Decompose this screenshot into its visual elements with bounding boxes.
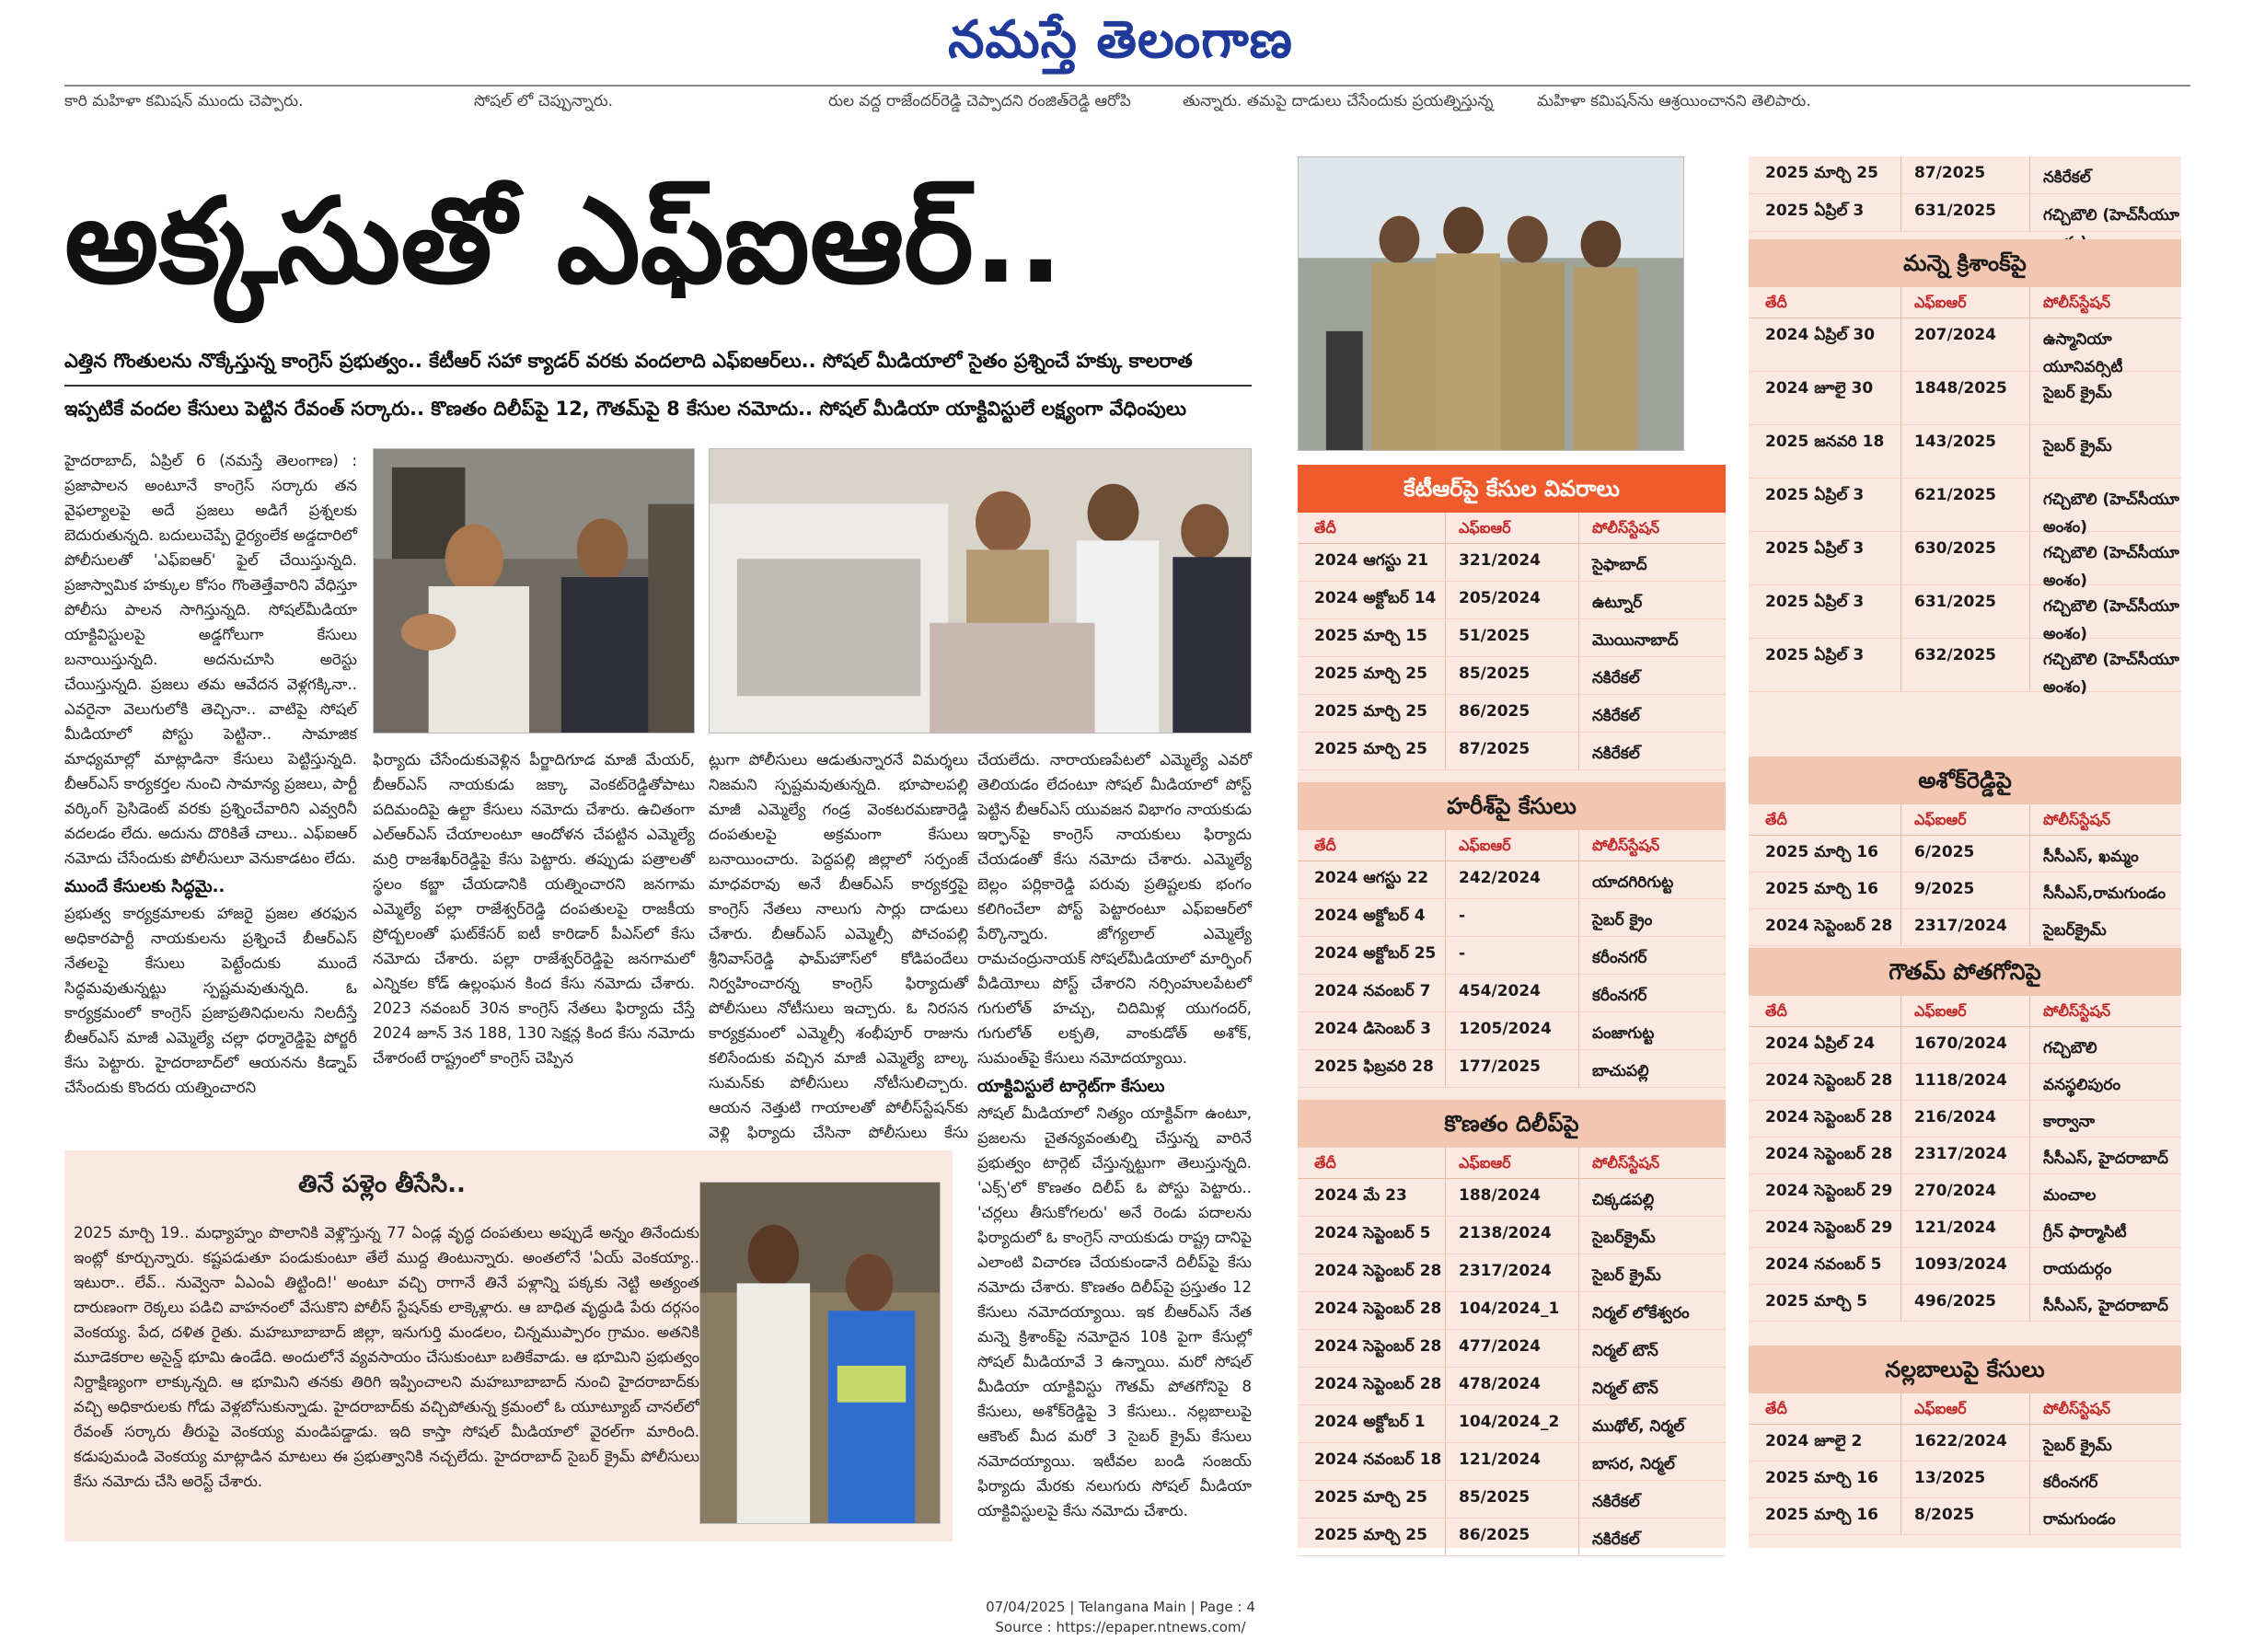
table-cell-fir: 631/2025: [1900, 585, 2029, 638]
table-cell-date: 2024 ఏప్రిల్ 24: [1765, 1034, 1876, 1053]
table-cell-date: 2024 నవంబర్ 7: [1314, 982, 1431, 1000]
table-cell-date: 2025 మార్చి 25: [1314, 1488, 1427, 1507]
sidebar-story-box: [64, 1150, 953, 1542]
table-cell-station: నిర్మల్ టౌన్: [1578, 1330, 1726, 1367]
table-cell-fir: 2138/2024: [1445, 1217, 1578, 1253]
table-cell-date: 2024 అక్టోబర్ 14: [1314, 589, 1437, 607]
table-header-row: తేదీ ఎఫ్ఐఆర్ పోలీస్‌స్టేషన్: [1298, 830, 1726, 861]
table-cell-date: 2024 అక్టోబర్ 4: [1314, 907, 1426, 925]
table-cell-date: 2025 మార్చి 16: [1765, 1469, 1878, 1487]
article-paragraph: ప్రభుత్వ కార్యక్రమాలకు హాజరై ప్రజల తరఫున అధికారపార్టీ నాయకులను ప్రశ్నించే బీఆర్‌ఎస్ నేతలపై కేసులు పెట్టేందుకు ముందే సిద్ధమవుతున్నట్టు స్పష్టమవుతున్నది. ఓ కార్యక్రమంలో కాంగ్రెస్ ప్రజాప్రతినిధులను నిలదీస్తే బీఆర్‌ఎస్ మాజీ ఎమ్మెల్యే చల్లా ధర్మారెడ్డిపై పోర్జరీ కేసు పెట్టారు. హైదరాబాద్‌లో ఆయనను కిడ్నాప్ చేసేందుకు కొందరు యత్నించారని: [64, 905, 357, 1096]
table-title: గౌతమ్ పోతగోనిపై: [1749, 948, 2181, 996]
spill-text-5: మహిళా కమిషన్‌ను ఆశ్రయించానని తెలిపారు.: [1537, 92, 1811, 110]
table-row: [1298, 695, 1726, 733]
table-row: [1298, 619, 1726, 657]
table-cell-date: 2025 మార్చి 16: [1765, 843, 1878, 861]
table-cell-station: నకిరేకల్: [1578, 733, 1726, 769]
table-title: కొణతం దిలీప్‌పై: [1298, 1100, 1726, 1148]
table-title: మన్నె క్రిశాంక్‌పై: [1749, 239, 2181, 287]
table-cell-fir: 1093/2024: [1900, 1248, 2029, 1284]
table-cell-fir: 205/2024: [1445, 582, 1578, 618]
sidebar-story-text: 2025 మార్చి 19.. మధ్యాహ్నం పొలానికి వెళ్లొస్తున్న 77 ఏండ్ల వృద్ధ దంపతులు అప్పుడే అన్నం తినేందుకు ఇంట్లో కూర్చున్నారు. కష్టపడుతూ పండుకుంటూ తేలే ముద్ద తింటున్నారు. అంతలోనే 'ఏయ్ వెంకయ్యా.. ఇటురా.. లేవ్.. నువ్వెనా ఏఎంఏ తిట్టింది!' అంటూ వచ్చి రాగానే తినే పళ్లాన్ని పక్కకు నెట్టి అత్యంత దారుణంగా రెక్కలు పడిచి వాహనంలో వేసుకొని పోలీస్ స్టేషన్‌కు లాక్కెళ్లారు. ఆ బాధిత వృద్ధుడి పేరు దర్గసం వెంకయ్య. పేద, దళిత రైతు. మహబూబాబాద్ జిల్లా, ఇనుగుర్తి మండలం, చిన్నముప్పారం గ్రామం. అతనికి మూడెకరాల అసైన్డ్ భూమి ఉండేది. అందులోనే వ్యవసాయం చేసుకుంటూ బతికేవాడు. ఆ భూమిని ప్రభుత్వం నిర్దాక్షిణ్యంగా లాక్కున్నది. ఆ భూమిని తనకు తిరిగి ఇప్పించాలని మహబూబాబాద్ నుంచి హైదరాబాద్‌కు వచ్చి అధికారులకు గోడు వెళ్లబోసుకున్నాడు. హైదరాబాద్‌కు వచ్చిపోతున్న క్రమంలో ఓ యూట్యూబ్ చానల్‌లో రేవంత్ సర్కారు తీరుపై వెంకయ్య మండిపడ్డాడు. ఇది కాస్తా సోషల్ మీడియాలో వైరల్‌గా మారింది. కడుపుమండి వెంకయ్య మాట్లాడిన మాటలు ఈ ప్రభుత్వానికి నచ్చలేదు. హైదరాబాద్ సైబర్ క్రైమ్ పోలీసులు కేసు నమోదు చేసి అరెస్ట్ చేశారు.: [74, 1224, 699, 1490]
table-cell-fir: 1118/2024: [1900, 1064, 2029, 1100]
table-row: [1749, 372, 2181, 425]
table-body: [1749, 1425, 2181, 1535]
article-column-1: [64, 448, 357, 1125]
table-cell-station: పంజాగుట్ట: [1578, 1012, 1726, 1049]
table-row: [1749, 479, 2181, 537]
table-row: [1749, 1498, 2181, 1535]
table-cell-station: సీసీఎస్, ఖమ్మం: [2029, 836, 2181, 872]
table-title: హరీశ్‌పై కేసులు: [1298, 782, 1726, 830]
table-cell-station: సీసీఎస్, హైదరాబాద్: [2029, 1138, 2181, 1173]
table-cell-fir: 216/2024: [1900, 1101, 2029, 1137]
table-cell-date: 2025 మార్చి 25: [1314, 1526, 1427, 1544]
table-row: [1749, 1248, 2181, 1285]
case-tables-right: [1749, 156, 2181, 1548]
table-row: [1298, 1254, 1726, 1292]
table-cell-station: సీసీఎస్, హైదరాబాద్: [2029, 1285, 2181, 1321]
table-cell-fir: 86/2025: [1445, 1519, 1578, 1555]
table-body: [1749, 156, 2181, 232]
article-paragraph: హైదరాబాద్, ఏప్రిల్ 6 (నమస్తే తెలంగాణ) : ప్రజాపాలన అంటూనే కాంగ్రెస్ సర్కారు తన వైఫల్యాలపై అదే ప్రజలు అడిగే ప్రశ్నలకు బెదురుతున్నది. బదులుచెప్పే ధైర్యంలేక అడ్డదారిలో పోలీసులతో 'ఎఫ్ఐఆర్' ఫైల్ చేయిస్తున్నది. ప్రజాస్వామిక హక్కుల కోసం గొంతెత్తేవారిని వేధిస్తూ పోలీసు పాలన సాగిస్తున్నది. సోషల్‌మీడియా యాక్టివిస్టులపై అడ్డగోలుగా కేసులు బనాయిస్తున్నది. అదనుచూసి అరెస్టు చేయిస్తున్నది. ప్రజలు తమ ఆవేదన వెళ్లగక్కినా.. ఎవరైనా వెలుగులోకి తెచ్చినా.. వాటిపై సోషల్ మీడియాలో పోస్టు పెట్టినా.. సామాజిక మాధ్యమాల్లో మాట్లాడినా కేసులు పెట్టిస్తున్నది. బీఆర్‌ఎస్ కార్యకర్తల నుంచి సామాన్య ప్రజలు, పార్టీ వర్కింగ్ ప్రెసిడెంట్ వరకు ప్రశ్నించేవారిని ఎవ్వరినీ వదలడం లేదు. అదును దొరికితే చాలు.. ఎఫ్ఐఆర్ నమోదు చేసేందుకు పోలీసులూ వెనుకాడటం లేదు.: [64, 452, 357, 867]
case-tables-left: [1298, 465, 1726, 1548]
spill-text-4: తున్నారు. తమపై దాడులు చేసేందుకు ప్రయత్నిస్తున్న: [1183, 92, 1494, 110]
table-row: [1749, 318, 2181, 376]
table-row: [1749, 156, 2181, 194]
article-subhead: యాక్టివిస్టులే టార్గెట్‌గా కేసులు: [977, 1077, 1165, 1096]
table-cell-station: నిర్మల్ టౌన్: [1578, 1368, 1726, 1404]
table-cell-date: 2024 సెప్టెంబర్ 29: [1765, 1182, 1893, 1200]
table-row: [1298, 1292, 1726, 1330]
krishank-cases-table: [1749, 239, 2181, 697]
article-paragraph: సోషల్ మీడియాలో నిత్యం యాక్టివ్‌గా ఉంటూ, ప్రజలను చైతన్యవంతుల్ని చేస్తున్న వారినే ప్రభుత్వం టార్గెట్ చేస్తున్నట్టుగా తెలుస్తున్నది. 'ఎక్స్'లో కొణతం దిలీప్ ఓ పోస్టు పెట్టారు.. 'చర్లలు తీసుకోగలరు' అనే రెండు పదాలను ఫిర్యాదులో ఓ కాంగ్రెస్ నాయకుడు రాష్ట్ర దానిపై ఎలాంటి విచారణ చేయకుండానే దిలీప్‌పై కేసు నమోదు చేశారు. కొణతం దిలీప్‌పై ప్రస్తుతం 12 కేసులు నమోదయ్యాయి. ఇక బీఆర్‌ఎస్ నేత మన్నె క్రిశాంక్‌పై నమోదైన 10కి పైగా కేసుల్లో సోషల్ మీడియావే 3 ఉన్నాయి. మరో సోషల్ మీడియా యాక్టివిస్టు గౌతమ్ పోతగోనిపై 8 కేసులు, అశోక్‌రెడ్డిపై 3 కేసులు.. నల్లబాలుపై ఆకౌంట్ మీద మరో 3 సైబర్ క్రైమ్ కేసులు నమోదయ్యాయి. ఇటీవల బండి సంజయ్ ఫిర్యాదు మేరకు నలుగురు సోషల్ మీడియా యాక్టివిస్టులపై కేసు నమోదు చేశారు.: [977, 1104, 1252, 1519]
table-title: అశోక్‌రెడ్డిపై: [1749, 757, 2181, 804]
table-row: [1298, 1405, 1726, 1443]
table-row: [1749, 1285, 2181, 1322]
table-cell-fir: 630/2025: [1900, 532, 2029, 584]
table-row: [1749, 909, 2181, 946]
table-cell-date: 2024 జూలై 30: [1765, 379, 1874, 398]
table-cell-station: గచ్చిబౌలి (హెచ్‌సీయూ: [2029, 194, 2181, 231]
table-cell-fir: 121/2024: [1900, 1211, 2029, 1247]
table-cell-station: నకిరేకల్: [1578, 657, 1726, 694]
article-paragraph: చేయలేదు. నారాయణపేటలో ఎమ్మెల్యే ఎవరో తెలియడం లేదంటూ సోషల్ మీడియాలో పోస్ట్ పెట్టిన బీఆర్‌ఎస్ యువజన విభాగం నాయకుడు ఇర్ఫాన్‌పై కాంగ్రెస్ నాయకులు ఫిర్యాదు చేయడంతో కేసు నమోదు చేశారు. ఎమ్మెల్యే బెల్లం పర్లికారెడ్డి పరువు ప్రతిష్టలకు భంగం కలిగించేలా పోస్ట్ పెట్టారంటూ ఎఫ్ఐఆర్‌లో పేర్కొన్నారు. జోగ్యలాల్ ఎమ్మెల్యే రామచంద్రునాయక్ సోషల్‌మీడియాలో మార్ఫింగ్ వీడియోలు పోస్ట్ చేశారని నర్సింహులపేటలో గుగులోత్ హచ్చు, చిదిమిళ్ల యుగందర్, గుగులోత్ లక్పతి, వాంకుడోత్ అశోక్, సుమంత్‌పై కేసులు నమోదయ్యాయి.: [977, 751, 1252, 1067]
table-cell-station: సైబర్ క్రైం: [1578, 899, 1726, 936]
table-cell-fir: 2317/2024: [1900, 909, 2029, 945]
ashok-cases-table: [1749, 757, 2181, 946]
table-row: [1298, 1443, 1726, 1481]
table-body: [1298, 1179, 1726, 1556]
table-cell-date: 2024 సెప్టెంబర్ 29: [1765, 1219, 1893, 1237]
table-row: [1298, 861, 1726, 899]
table-cell-fir: 2317/2024: [1445, 1254, 1578, 1291]
table-row: [1749, 1101, 2181, 1138]
table-cell-station: సైబర్‌క్రైమ్: [1578, 1217, 1726, 1253]
table-row: [1749, 1027, 2181, 1064]
table-cell-date: 2025 మార్చి 16: [1765, 1506, 1878, 1524]
table-cell-fir: 85/2025: [1445, 657, 1578, 694]
table-row: [1298, 1368, 1726, 1405]
table-cell-station: మంచాల: [2029, 1174, 2181, 1210]
table-cell-fir: 1670/2024: [1900, 1027, 2029, 1063]
table-body: [1749, 1027, 2181, 1322]
spill-text-2: సోషల్ లో చెప్పున్నారు.: [474, 92, 614, 110]
spill-text-3: రుల వద్ద రాజేందర్‌రెడ్డి చెప్పాదని రంజిత్‌రెడ్డి ఆరోపి: [828, 92, 1131, 110]
table-row: [1749, 1064, 2181, 1101]
table-row: [1298, 975, 1726, 1012]
table-cell-station: కార్వానా: [2029, 1101, 2181, 1137]
table-cell-date: 2025 మార్చి 25: [1314, 740, 1427, 758]
table-cell-station: ఉస్మానియా యూనివర్సిటీ: [2029, 318, 2181, 371]
table-cell-fir: 86/2025: [1445, 695, 1578, 732]
table-body: [1298, 544, 1726, 770]
table-row: [1298, 1519, 1726, 1556]
table-cell-date: 2024 డిసెంబర్ 3: [1314, 1020, 1431, 1038]
sidebar-story-title: తినే పళ్లెం తీసేసి..: [298, 1171, 466, 1198]
table-row: [1298, 1050, 1726, 1088]
table-cell-fir: 621/2025: [1900, 479, 2029, 531]
table-cell-fir: 143/2025: [1900, 425, 2029, 478]
table-cell-station: కరీంనగర్: [2029, 1461, 2181, 1497]
table-cell-station: సైబర్‌క్రైమ్: [2029, 909, 2181, 945]
table-cell-date: 2024 మే 23: [1314, 1186, 1407, 1205]
table-cell-station: రాయదుర్గం: [2029, 1248, 2181, 1284]
table-cell-date: 2025 మార్చి 25: [1765, 164, 1878, 182]
table-title: కేటీఆర్‌పై కేసుల వివరాలు: [1298, 465, 1726, 513]
table-row: [1298, 582, 1726, 619]
table-cell-station: ముథోల్, నిర్మల్: [1578, 1405, 1726, 1442]
table-row: [1749, 194, 2181, 232]
table-cell-fir: 1205/2024: [1445, 1012, 1578, 1049]
article-subhead: ముందే కేసులకు సిద్ధమై..: [64, 877, 225, 896]
table-cell-fir: 478/2024: [1445, 1368, 1578, 1404]
table-row: [1298, 1481, 1726, 1519]
table-cell-fir: -: [1445, 937, 1578, 974]
protest-photo-2: [709, 448, 1252, 734]
table-cell-date: 2024 సెప్టెంబర్ 28: [1765, 1108, 1893, 1126]
table-cell-date: 2024 సెప్టెంబర్ 28: [1765, 917, 1893, 935]
table-cell-station: వనస్థలిపురం: [2029, 1064, 2181, 1100]
page-footer: [0, 1597, 2241, 1637]
table-cell-date: 2024 అక్టోబర్ 1: [1314, 1413, 1426, 1431]
table-cell-station: రామగుండం: [2029, 1498, 2181, 1534]
table-row: [1749, 872, 2181, 909]
elderly-couple-photo: [699, 1182, 941, 1524]
harish-cases-table: [1298, 782, 1726, 1088]
table-row: [1298, 657, 1726, 695]
table-row: [1298, 1179, 1726, 1217]
table-cell-date: 2024 ఏప్రిల్ 30: [1765, 326, 1876, 344]
table-cell-station: గ్రీన్ ఫార్మాసిటీ: [2029, 1211, 2181, 1247]
table-row: [1749, 1174, 2181, 1211]
dileep-cases-table: [1298, 1100, 1726, 1556]
dileep-cases-continued: [1749, 156, 2181, 232]
article-column-4: [977, 747, 1252, 1548]
table-cell-station: బాసర, నిర్మల్: [1578, 1443, 1726, 1480]
table-row: [1298, 733, 1726, 770]
table-cell-fir: 454/2024: [1445, 975, 1578, 1011]
table-cell-fir: 8/2025: [1900, 1498, 2029, 1534]
table-row: [1749, 425, 2181, 479]
table-cell-station: ఉట్నూర్: [1578, 582, 1726, 618]
table-cell-fir: 85/2025: [1445, 1481, 1578, 1518]
table-cell-date: 2025 ఏప్రిల్ 3: [1765, 202, 1865, 220]
table-header-row: తేదీ ఎఫ్ఐఆర్ పోలీస్‌స్టేషన్: [1749, 1393, 2181, 1425]
table-cell-date: 2025 ఏప్రిల్ 3: [1765, 593, 1865, 611]
table-cell-date: 2025 జనవరి 18: [1765, 433, 1885, 451]
table-header-row: తేదీ ఎఫ్ఐఆర్ పోలీస్‌స్టేషన్: [1298, 1148, 1726, 1179]
table-body: [1749, 836, 2181, 946]
table-row: [1298, 1217, 1726, 1254]
table-row: [1298, 937, 1726, 975]
table-row: [1749, 1425, 2181, 1461]
table-cell-date: 2025 మార్చి 16: [1765, 880, 1878, 898]
table-cell-date: 2024 సెప్టెంబర్ 28: [1314, 1375, 1442, 1393]
table-cell-fir: 632/2025: [1900, 639, 2029, 691]
table-row: [1749, 1138, 2181, 1174]
table-cell-station: బాచుపల్లి: [1578, 1050, 1726, 1087]
table-row: [1749, 1211, 2181, 1248]
table-cell-fir: 104/2024_2: [1445, 1405, 1578, 1442]
table-cell-station: కరీంనగర్: [1578, 937, 1726, 974]
table-cell-station: గచ్చిబౌలి: [2029, 1027, 2181, 1063]
table-cell-date: 2025 ఏప్రిల్ 3: [1765, 486, 1865, 504]
table-cell-station: గచ్చిబౌలి (హెచ్‌సీయూ అంశం): [2029, 585, 2181, 638]
table-header-row: తేదీ ఎఫ్ఐఆర్ పోలీస్‌స్టేషన్: [1749, 804, 2181, 836]
article-strap-2: ఇప్పటికే వందల కేసులు పెట్టిన రేవంత్ సర్కారు.. కొణతం దిలీప్‌పై 12, గౌతమ్‌పై 8 కేసుల నమోదు.. సోషల్ మీడియా యాక్టివిస్టులే లక్ష్యంగా వేధింపులు: [64, 398, 1187, 420]
table-row: [1749, 639, 2181, 697]
article-column-3: [709, 747, 968, 1141]
table-cell-date: 2024 సెప్టెంబర్ 28: [1314, 1262, 1442, 1280]
table-cell-date: 2024 ఆగస్టు 21: [1314, 551, 1429, 570]
table-cell-date: 2025 మార్చి 5: [1765, 1292, 1868, 1311]
table-cell-date: 2025 ఏప్రిల్ 3: [1765, 539, 1865, 558]
table-cell-fir: 177/2025: [1445, 1050, 1578, 1087]
table-cell-station: సైబర్ క్రైమ్: [2029, 1425, 2181, 1461]
table-cell-fir: 2317/2024: [1900, 1138, 2029, 1173]
table-cell-date: 2025 ఏప్రిల్ 3: [1765, 646, 1865, 664]
table-cell-fir: 477/2024: [1445, 1330, 1578, 1367]
table-cell-date: 2024 సెప్టెంబర్ 28: [1765, 1071, 1893, 1090]
gautham-cases-table: [1749, 948, 2181, 1322]
table-cell-fir: 270/2024: [1900, 1174, 2029, 1210]
table-cell-fir: 1848/2025: [1900, 372, 2029, 424]
table-cell-fir: -: [1445, 899, 1578, 936]
table-title: నల్లబాలుపై కేసులు: [1749, 1346, 2181, 1393]
article-headline: అక్కసుతో ఎఫ్ఐఆర్..: [64, 173, 1064, 310]
table-cell-station: గచ్చిబౌలి (హెచ్‌సీయూ అంశం): [2029, 479, 2181, 531]
table-cell-fir: 121/2024: [1445, 1443, 1578, 1480]
table-cell-station: చిక్కడపల్లి: [1578, 1179, 1726, 1216]
table-cell-fir: 242/2024: [1445, 861, 1578, 898]
table-row: [1298, 544, 1726, 582]
table-cell-fir: 104/2024_1: [1445, 1292, 1578, 1329]
table-cell-fir: 321/2024: [1445, 544, 1578, 581]
table-cell-station: గచ్చిబౌలి (హెచ్‌సీయూ అంశం): [2029, 532, 2181, 584]
table-cell-fir: 51/2025: [1445, 619, 1578, 656]
table-cell-date: 2024 సెప్టెంబర్ 28: [1314, 1337, 1442, 1356]
table-row: [1298, 1012, 1726, 1050]
table-header-row: తేదీ ఎఫ్ఐఆర్ పోలీస్‌స్టేషన్: [1749, 287, 2181, 318]
table-cell-date: 2024 జూలై 2: [1765, 1432, 1863, 1450]
table-cell-date: 2025 ఫిబ్రవరి 28: [1314, 1057, 1434, 1076]
table-cell-station: నకిరేకల్: [1578, 1519, 1726, 1555]
protest-photo-1: [373, 448, 695, 734]
table-cell-station: సైబర్ క్రైమ్: [1578, 1254, 1726, 1291]
table-row: [1749, 532, 2181, 590]
table-cell-station: నకిరేకల్: [1578, 1481, 1726, 1518]
table-cell-date: 2025 మార్చి 15: [1314, 627, 1427, 645]
table-cell-station: కరీంనగర్: [1578, 975, 1726, 1011]
table-cell-fir: 9/2025: [1900, 872, 2029, 908]
table-cell-date: 2024 సెప్టెంబర్ 28: [1314, 1300, 1442, 1318]
table-cell-station: నకిరేకల్: [2029, 156, 2181, 193]
article-column-2: [373, 747, 695, 1125]
masthead-rule: [64, 85, 2190, 87]
table-cell-station: సైబర్ క్రైమ్: [2029, 425, 2181, 478]
table-cell-station: నకిరేకల్: [1578, 695, 1726, 732]
table-row: [1749, 585, 2181, 643]
table-header-row: తేదీ ఎఫ్ఐఆర్ పోలీస్‌స్టేషన్: [1298, 513, 1726, 544]
table-cell-station: సైఫాబాద్: [1578, 544, 1726, 581]
table-row: [1749, 1461, 2181, 1498]
table-cell-fir: 188/2024: [1445, 1179, 1578, 1216]
table-cell-date: 2024 అక్టోబర్ 25: [1314, 944, 1437, 963]
table-cell-fir: 13/2025: [1900, 1461, 2029, 1497]
table-body: [1749, 318, 2181, 697]
table-cell-fir: 496/2025: [1900, 1285, 2029, 1321]
table-cell-date: 2024 నవంబర్ 18: [1314, 1450, 1442, 1469]
footer-date-line: 07/04/2025 | Telangana Main | Page : 4: [986, 1599, 1255, 1615]
article-paragraph: ట్లుగా పోలీసులు ఆడుతున్నారనే విమర్శలు నిజమని స్పష్టమవుతున్నది. భూపాలపల్లి మాజీ ఎమ్మెల్యే గండ్ర వెంకటరమణారెడ్డి దంపతులపై అక్రమంగా కేసులు బనాయించారు. పెద్దపల్లి జిల్లాలో సర్పంజ్ మాధవరావు అనే బీఆర్‌ఎస్ కార్యకర్తపై కాంగ్రెస్ నేతలు నాలుగు సార్లు దాడులు చేశారు. బీఆర్‌ఎస్ ఎమ్మెల్సీ పోచంపల్లి శ్రీనివాస్‌రెడ్డి ఫామ్‌హౌస్‌లో కోడిపందేలు నిర్వహించారన్న కాంగ్రెస్ ఫిర్యాదుతో పోలీసులు నోటీసులు ఇచ్చారు. ఓ నిరసన కార్యక్రమంలో ఎమ్మెల్సీ శంభీపూర్ రాజును కలిసేందుకు వచ్చిన మాజీ ఎమ్మెల్యే బాల్క సుమన్‌కు పోలీసులు నోటీసులిచ్చారు. ఆయన నెత్తుటి గాయాలతో పోలీస్‌స్టేషన్‌కు వెళ్లి ఫిర్యాదు చేసినా పోలీసులు కేసు: [709, 751, 968, 1141]
table-cell-date: 2025 మార్చి 25: [1314, 702, 1427, 721]
table-cell-station: గచ్చిబౌలి (హెచ్‌సీయూ అంశం): [2029, 639, 2181, 691]
footer-source-line: Source : https://epaper.ntnews.com/: [995, 1619, 1246, 1635]
table-cell-date: 2024 నవంబర్ 5: [1765, 1255, 1882, 1274]
nallabalu-cases-table: [1749, 1346, 2181, 1535]
table-cell-fir: 631/2025: [1900, 194, 2029, 231]
table-cell-fir: 87/2025: [1900, 156, 2029, 193]
police-photo: [1298, 156, 1684, 451]
table-cell-station: నిర్మల్ లోకేశ్వరం: [1578, 1292, 1726, 1329]
table-cell-date: 2024 సెప్టెంబర్ 5: [1314, 1224, 1431, 1242]
table-cell-date: 2024 ఆగస్టు 22: [1314, 869, 1429, 887]
table-row: [1749, 836, 2181, 872]
article-strap-1: ఎత్తిన గొంతులను నొక్కేస్తున్న కాంగ్రెస్ ప్రభుత్వం.. కేటీఆర్ సహా క్యాడర్ వరకు వందలాది ఎఫ్ఐఆర్‌లు.. సోషల్ మీడియాలో సైతం ప్రశ్నించే హక్కు కాలరాత: [64, 350, 1252, 387]
table-cell-station: సీసీఎస్,రామగుండం: [2029, 872, 2181, 908]
table-cell-date: 2024 సెప్టెంబర్ 28: [1765, 1145, 1893, 1163]
table-row: [1298, 1330, 1726, 1368]
table-cell-fir: 207/2024: [1900, 318, 2029, 371]
table-cell-fir: 1622/2024: [1900, 1425, 2029, 1461]
masthead-title: నమస్తే తెలంగాణ: [948, 9, 1293, 70]
table-cell-date: 2025 మార్చి 25: [1314, 664, 1427, 683]
table-row: [1298, 899, 1726, 937]
table-header-row: తేదీ ఎఫ్ఐఆర్ పోలీస్‌స్టేషన్: [1749, 996, 2181, 1027]
table-cell-fir: 87/2025: [1445, 733, 1578, 769]
spill-text-1: కారి మహిళా కమిషన్ ముందు చెప్పారు.: [64, 92, 304, 110]
article-paragraph: ఫిర్యాదు చేసేందుకువెళ్లిన పీర్జాదిగూడ మాజీ మేయర్, బీఆర్‌ఎస్ నాయకుడు జక్కా వెంకట్‌రెడ్డితోపాటు పదిమందిపై ఉల్టా కేసులు నమోదు చేశారు. ఉచితంగా ఎల్ఆర్‌ఎస్ చేయాలంటూ ఆందోళన చేపట్టిన ఎమ్మెల్యే మర్రి రాజశేఖర్‌రెడ్డిపై కేసు పెట్టారు. తప్పుడు పత్రాలతో స్థలం కబ్జా చేయడానికి యత్నించారని జనగామ ఎమ్మెల్యే పల్లా రాజేశ్వర్‌రెడ్డి దంపతులపై రాజకీయ ప్రోద్బలంతో ఘట్‌కేసర్ ఐటీ కారిడార్ పీఎస్‌లో కేసు నమోదు చేశారు. పల్లా రాజేశ్వర్‌రెడ్డిపై జనగామలో ఎన్నికల కోడ్ ఉల్లంఘన కింద కేసు నమోదు చేశారు. 2023 నవంబర్ 30న కాంగ్రెస్ నేతలు ఫిర్యాదు చేస్తే 2024 జూన్ 3న 188, 130 సెక్షన్ల కింద కేసు నమోదు చేశారంటే రాష్ట్రంలో కాంగ్రెస్ చెప్పిన: [373, 751, 695, 1067]
ktr-cases-table: [1298, 465, 1726, 770]
table-cell-station: మొయినాబాద్: [1578, 619, 1726, 656]
table-body: [1298, 861, 1726, 1088]
table-cell-station: యాదగిరిగుట్ట: [1578, 861, 1726, 898]
table-cell-station: సైబర్ క్రైమ్: [2029, 372, 2181, 424]
table-cell-fir: 6/2025: [1900, 836, 2029, 872]
